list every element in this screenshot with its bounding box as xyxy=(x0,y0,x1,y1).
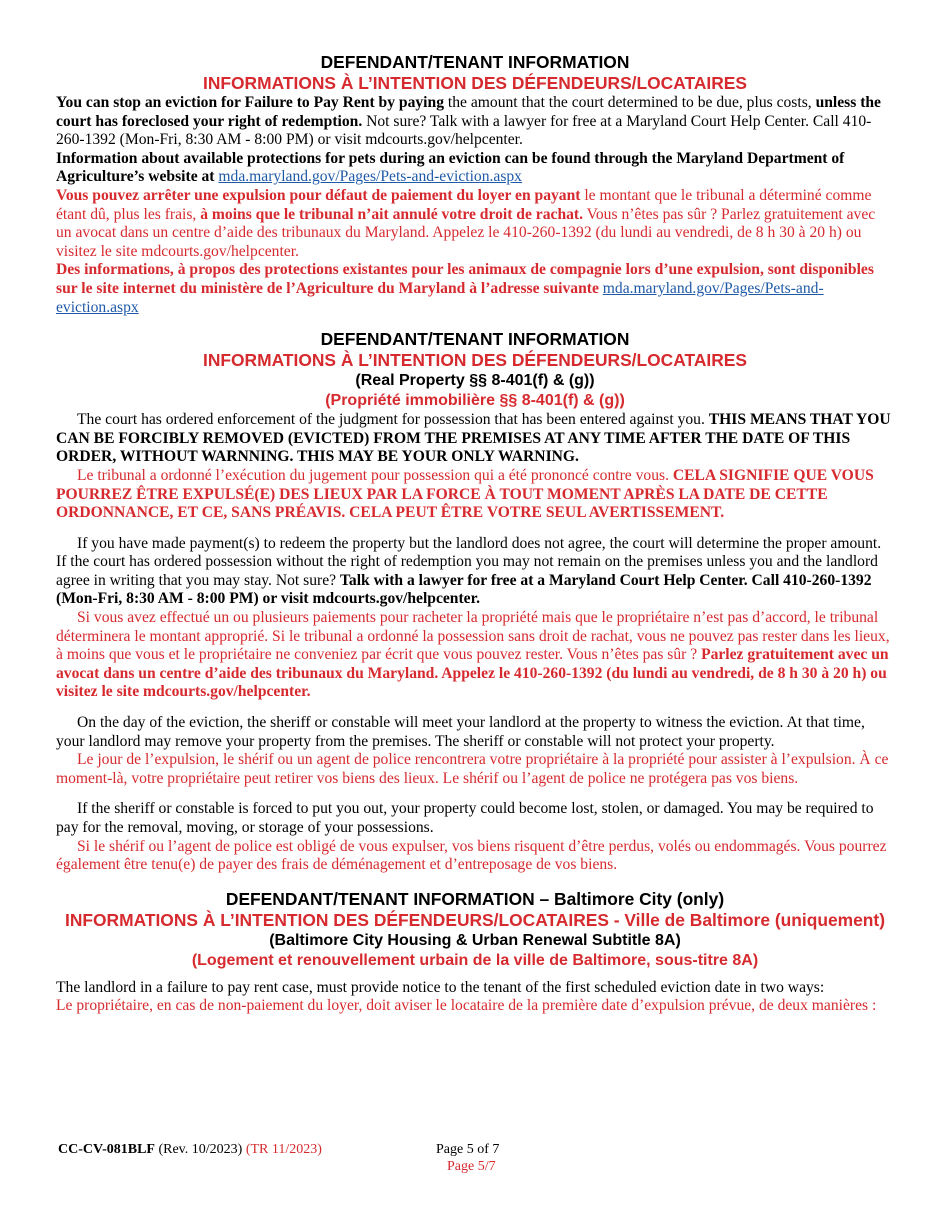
property-loss-paragraph-fr: Si le shérif ou l’agent de police est obligé de vous expulser, vos biens risquent d’être perdus, volés ou endommagés. Vous pourrez également être tenu(e) de payer des frais de déménagement et d’entreposage de vos biens. xyxy=(56,837,887,874)
eviction-day-paragraph-en: On the day of the eviction, the sheriff or constable will meet your landlord at the property to witness the eviction. At that time, your landlord may remove your property from the premises. The sheriff or constable will not protect your property. xyxy=(56,714,865,750)
redemption-paragraph-fr xyxy=(56,187,894,261)
section2-heading-fr: INFORMATIONS À L’INTENTION DES DÉFENDEURS/LOCATAIRES xyxy=(203,350,747,371)
section2-subheading-en: (Real Property §§ 8-401(f) & (g)) xyxy=(355,372,595,390)
redemption-paragraph-en xyxy=(56,94,894,150)
section3-heading-fr: INFORMATIONS À L’INTENTION DES DÉFENDEURS/LOCATAIRES - Ville de Baltimore (uniquement) xyxy=(65,909,885,930)
pets-bold-fr: Des informations, à propos des protections existantes pour les animaux de compagnie lors d’une expulsion, sont disponibles sur le site internet du ministère de l’Agriculture du Maryland à l’adresse suivante xyxy=(56,261,874,297)
enforcement-paragraph-en xyxy=(56,411,894,467)
pets-link-fr[interactable]: mda.maryland.gov/Pages/Pets-and-eviction.aspx xyxy=(56,279,824,316)
pets-paragraph-en xyxy=(56,150,894,187)
payment-text-en: If you have made payment(s) to redeem the property but the landlord does not agree, the court will determine the proper amount. If the court has ordered possession without the right of redemption you may not remain on the premises unless you and the landlord agree in writing that you may stay. Not sure? xyxy=(56,534,882,589)
payment-paragraph-fr xyxy=(56,609,894,702)
enforcement-text-en: The court has ordered enforcement of the judgment for possession that has been entered against you. xyxy=(77,411,709,429)
form-revision: (Rev. 10/2023) xyxy=(154,1142,243,1157)
section3-subheading-en: (Baltimore City Housing & Urban Renewal Subtitle 8A) xyxy=(269,931,681,949)
enforcement-paragraph-fr xyxy=(56,467,894,523)
redemption-text-2-fr: Vous n’êtes pas sûr ? Parlez gratuitement avec un avocat dans un centre d’aide des tribunaux du Maryland. Appelez le 410-260-1392 (du lundi au vendredi, de 8 h 30 à 20 h) ou visitez le site mdcourts.gov/helpcenter. xyxy=(56,205,876,260)
property-loss-paragraph-en: If the sheriff or constable is forced to put you out, your property could become lost, stolen, or damaged. You may be required to pay for the removal, moving, or storage of your possessions. xyxy=(56,800,874,836)
payment-paragraph-en xyxy=(56,535,894,609)
form-translation-rev: (TR 11/2023) xyxy=(242,1142,322,1157)
pets-bold-en: Information about available protections for pets during an eviction can be found through the Maryland Department of Agriculture’s website at xyxy=(56,149,845,186)
enforcement-text-fr: Le tribunal a ordonné l’exécution du jugement pour possession qui a été prononcé contre vous. xyxy=(77,466,673,484)
redemption-bold-2-fr: à moins que le tribunal n’ait annulé votre droit de rachat. xyxy=(200,205,584,223)
redemption-bold-1-fr: Vous pouvez arrêter une expulsion pour défaut de paiement du loyer en payant xyxy=(56,186,581,204)
form-code-footer xyxy=(58,1141,322,1158)
enforcement-warning-en: THIS MEANS THAT YOU CAN BE FORCIBLY REMOVED (EVICTED) FROM THE PREMISES AT ANY TIME AFTER THE DATE OF THIS ORDER, WITHOUT WARNNING. THIS MAY BE YOUR ONLY WARNING. xyxy=(56,411,891,466)
page-number-fr: Page 5/7 xyxy=(447,1159,496,1174)
notice-paragraph-fr: Le propriétaire, en cas de non-paiement du loyer, doit aviser le locataire de la première date d’expulsion prévue, de deux manières : xyxy=(56,997,877,1015)
page-content xyxy=(56,52,894,1016)
redemption-text-2: Not sure? Talk with a lawyer for free at a Maryland Court Help Center. Call 410-260-1392 (Mon-Fri, 8:30 AM - 8:00 PM) or visit mdcourts.gov/helpcenter. xyxy=(56,112,872,149)
notice-paragraph-en: The landlord in a failure to pay rent case, must provide notice to the tenant of the first scheduled eviction date in two ways: xyxy=(56,978,825,996)
redemption-text-1: the amount that the court determined to be due, plus costs, xyxy=(444,94,816,111)
redemption-bold-1: You can stop an eviction for Failure to Pay Rent by paying xyxy=(56,94,444,111)
pets-paragraph-fr xyxy=(56,261,894,317)
pets-link-en[interactable]: mda.maryland.gov/Pages/Pets-and-eviction.aspx xyxy=(218,168,522,186)
form-code: CC-CV-081BLF xyxy=(58,1142,155,1157)
enforcement-warning-fr: CELA SIGNIFIE QUE VOUS POURREZ ÊTRE EXPULSÉ(E) DES LIEUX PAR LA FORCE À TOUT MOMENT APRÈS LA DATE DE CETTE ORDONNANCE, ET CE, SANS PRÉAVIS. CELA PEUT ÊTRE VOTRE SEUL AVERTISSEMENT. xyxy=(56,466,874,522)
section1-heading-fr: INFORMATIONS À L’INTENTION DES DÉFENDEURS/LOCATAIRES xyxy=(203,73,747,93)
payment-bold-en: Talk with a lawyer for free at a Maryland Court Help Center. Call 410-260-1392 (Mon-Fri, 8:30 AM - 8:00 PM) or visit mdcourts.gov/helpcenter. xyxy=(56,571,872,608)
payment-bold-fr: Parlez gratuitement avec un avocat dans un centre d’aide des tribunaux du Maryland. Appelez le 410-260-1392 (du lundi au vendredi, de 8 h 30 à 20 h) ou visitez le site mdcourts.gov/helpcenter. xyxy=(56,646,889,701)
payment-text-fr: Si vous avez effectué un ou plusieurs paiements pour racheter la propriété mais que le propriétaire n’est pas d’accord, le tribunal déterminera le montant approprié. Si le tribunal a ordonné la possession sans droit de rachat, vous ne pouvez pas rester dans les lieux, à moins que vous et le propriétaire ne conveniez par écrit que vous pouvez rester. Vous n’êtes pas sûr ? xyxy=(56,609,890,664)
eviction-day-paragraph-fr: Le jour de l’expulsion, le shérif ou un agent de police rencontrera votre propriétaire à la propriété pour assister à l’expulsion. À ce moment-là, votre propriétaire peut retirer vos biens des lieux. Le shérif ou l’agent de police ne protégera pas vos biens. xyxy=(56,751,889,787)
section2-heading-en: DEFENDANT/TENANT INFORMATION xyxy=(320,329,630,350)
redemption-bold-2: unless the court has foreclosed your right of redemption. xyxy=(56,94,881,130)
section1-heading-en: DEFENDANT/TENANT INFORMATION xyxy=(320,52,630,72)
redemption-text-1-fr: le montant que le tribunal a déterminé comme étant dû, plus les frais, xyxy=(56,186,872,223)
section2-subheading-fr: (Propriété immobilière §§ 8-401(f) & (g)) xyxy=(325,392,625,410)
page-number xyxy=(436,1141,499,1175)
section3-heading-en: DEFENDANT/TENANT INFORMATION – Baltimore City (only) xyxy=(225,888,725,909)
section3-subheading-fr: (Logement et renouvellement urbain de la ville de Baltimore, sous-titre 8A) xyxy=(191,951,759,969)
page-number-en: Page 5 of 7 xyxy=(436,1142,500,1157)
